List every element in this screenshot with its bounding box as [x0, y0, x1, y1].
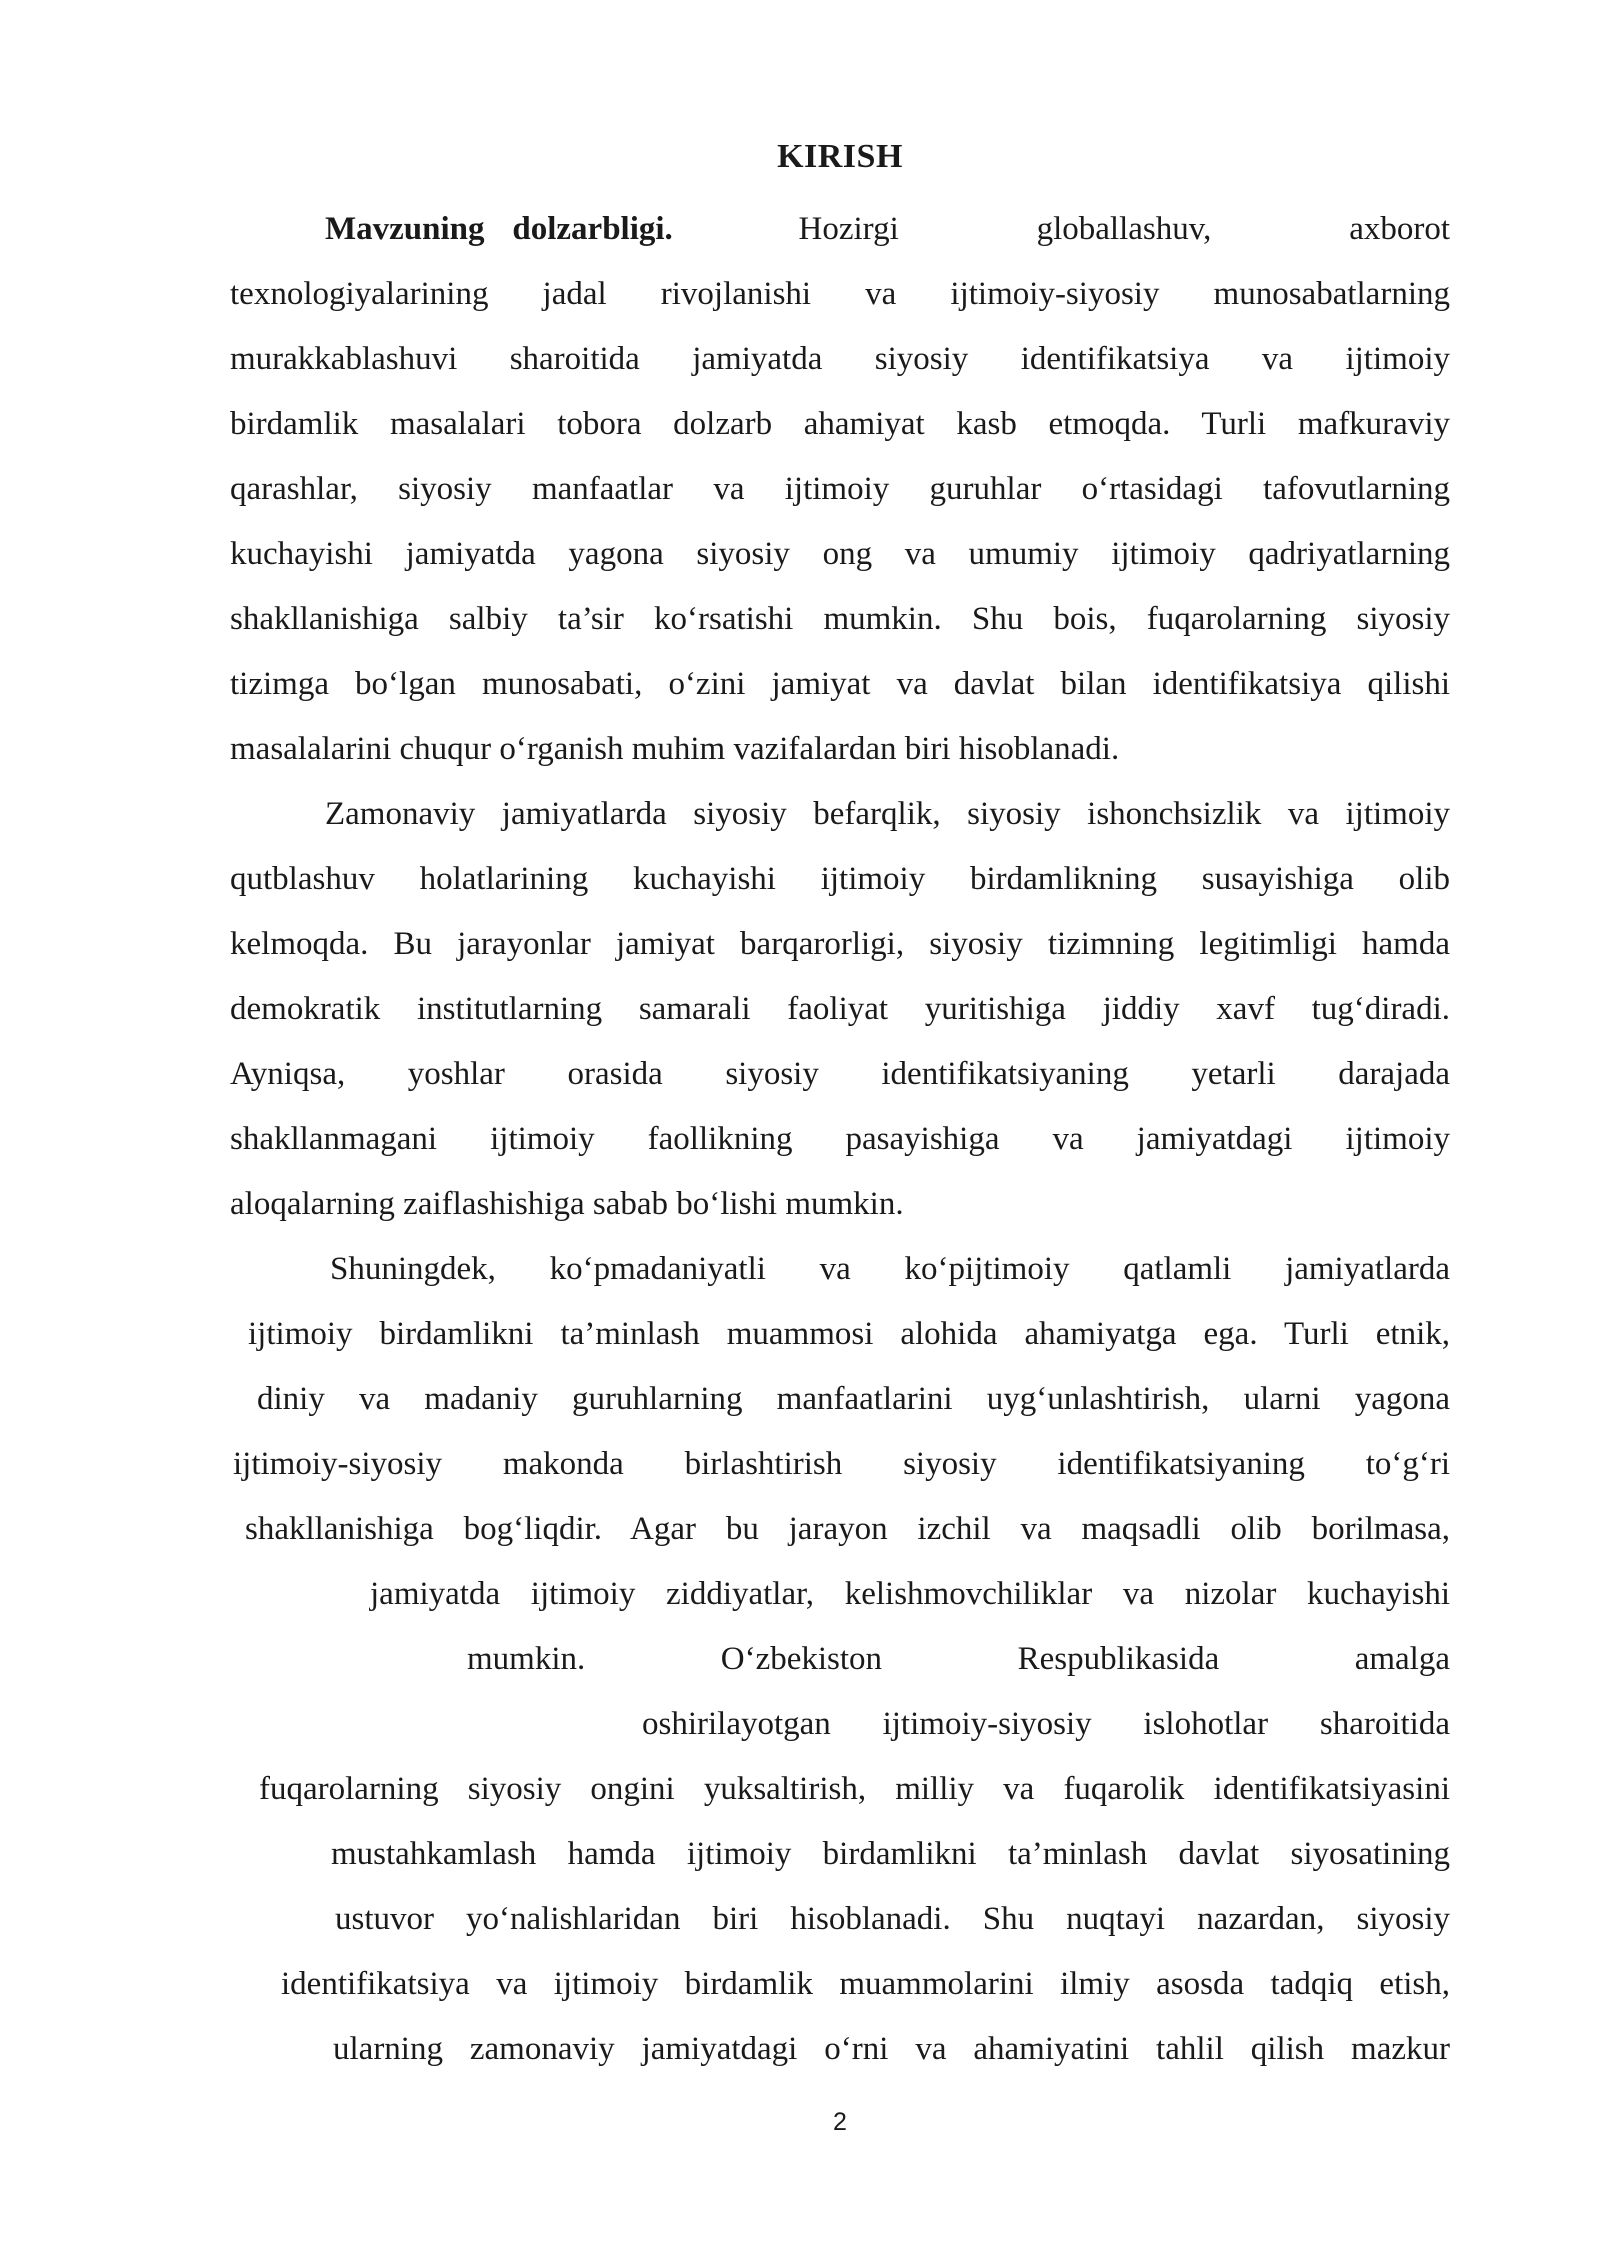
text-line: demokratik institutlarning samarali faoliyat yuritishiga jiddiy xavf tug‘diradi. [230, 991, 1450, 1027]
text-line: qutblashuv holatlarining kuchayishi ijtimoiy birdamlikning susayishiga olib [230, 861, 1450, 897]
text-line: ijtimoiy-siyosiy makonda birlashtirish siyosiy identifikatsiyaning to‘g‘ri [233, 1446, 1450, 1482]
text-line: identifikatsiya va ijtimoiy birdamlik muammolarini ilmiy asosda tadqiq etish, [281, 1966, 1450, 2002]
text-line: texnologiyalarining jadal rivojlanishi va ijtimoiy-siyosiy munosabatlarning [230, 276, 1450, 312]
lead-bold-text: Mavzuning dolzarbligi. [325, 211, 673, 247]
text-line: kuchayishi jamiyatda yagona siyosiy ong va umumiy ijtimoiy qadriyatlarning [230, 536, 1450, 572]
text-line: shakllanmagani ijtimoiy faollikning pasayishiga va jamiyatdagi ijtimoiy [230, 1121, 1450, 1157]
page-number: 2 [833, 2108, 847, 2136]
text-line: Zamonaviy jamiyatlarda siyosiy befarqlik, siyosiy ishonchsizlik va ijtimoiy [325, 796, 1450, 832]
text-run: Hozirgi globallashuv, axborot [798, 211, 1451, 247]
text-line: tizimga bo‘lgan munosabati, o‘zini jamiyat va davlat bilan identifikatsiya qilishi [230, 666, 1450, 702]
text-line: masalalarini chuqur o‘rganish muhim vazifalardan biri hisoblanadi. [230, 731, 1120, 767]
text-line: mumkin. O‘zbekiston Respublikasida amalga [467, 1641, 1450, 1677]
text-line: murakkablashuvi sharoitida jamiyatda siyosiy identifikatsiya va ijtimoiy [230, 341, 1450, 377]
text-line: shakllanishiga salbiy ta’sir ko‘rsatishi mumkin. Shu bois, fuqarolarning siyosiy [230, 601, 1450, 637]
text-line: jamiyatda ijtimoiy ziddiyatlar, kelishmovchiliklar va nizolar kuchayishi [370, 1576, 1450, 1612]
text-line: ularning zamonaviy jamiyatdagi o‘rni va ahamiyatini tahlil qilish mazkur [333, 2031, 1450, 2067]
text-line: qarashlar, siyosiy manfaatlar va ijtimoiy guruhlar o‘rtasidagi tafovutlarning [230, 471, 1450, 507]
text-line: shakllanishiga bog‘liqdir. Agar bu jarayon izchil va maqsadli olib borilmasa, [245, 1511, 1450, 1547]
text-line: diniy va madaniy guruhlarning manfaatlarini uyg‘unlashtirish, ularni yagona [257, 1381, 1450, 1417]
text-line [325, 204, 1450, 270]
text-line: Shuningdek, ko‘pmadaniyatli va ko‘pijtimoiy qatlamli jamiyatlarda [330, 1251, 1450, 1287]
text-line: ustuvor yo‘nalishlaridan biri hisoblanadi. Shu nuqtayi nazardan, siyosiy [335, 1901, 1450, 1937]
text-line: ijtimoiy birdamlikni ta’minlash muammosi alohida ahamiyatga ega. Turli etnik, [248, 1316, 1450, 1352]
text-line: fuqarolarning siyosiy ongini yuksaltirish, milliy va fuqarolik identifikatsiyasini [259, 1771, 1450, 1807]
section-heading: KIRISH [777, 138, 903, 175]
text-line: oshirilayotgan ijtimoiy-siyosiy islohotlar sharoitida [642, 1706, 1450, 1742]
text-line: Ayniqsa, yoshlar orasida siyosiy identifikatsiyaning yetarli darajada [230, 1056, 1450, 1092]
text-line: kelmoqda. Bu jarayonlar jamiyat barqarorligi, siyosiy tizimning legitimligi hamda [230, 926, 1450, 962]
text-line: mustahkamlash hamda ijtimoiy birdamlikni ta’minlash davlat siyosatining [331, 1836, 1450, 1872]
text-line: aloqalarning zaiflashishiga sabab bo‘lishi mumkin. [230, 1186, 904, 1222]
text-line: birdamlik masalalari tobora dolzarb ahamiyat kasb etmoqda. Turli mafkuraviy [230, 406, 1450, 442]
